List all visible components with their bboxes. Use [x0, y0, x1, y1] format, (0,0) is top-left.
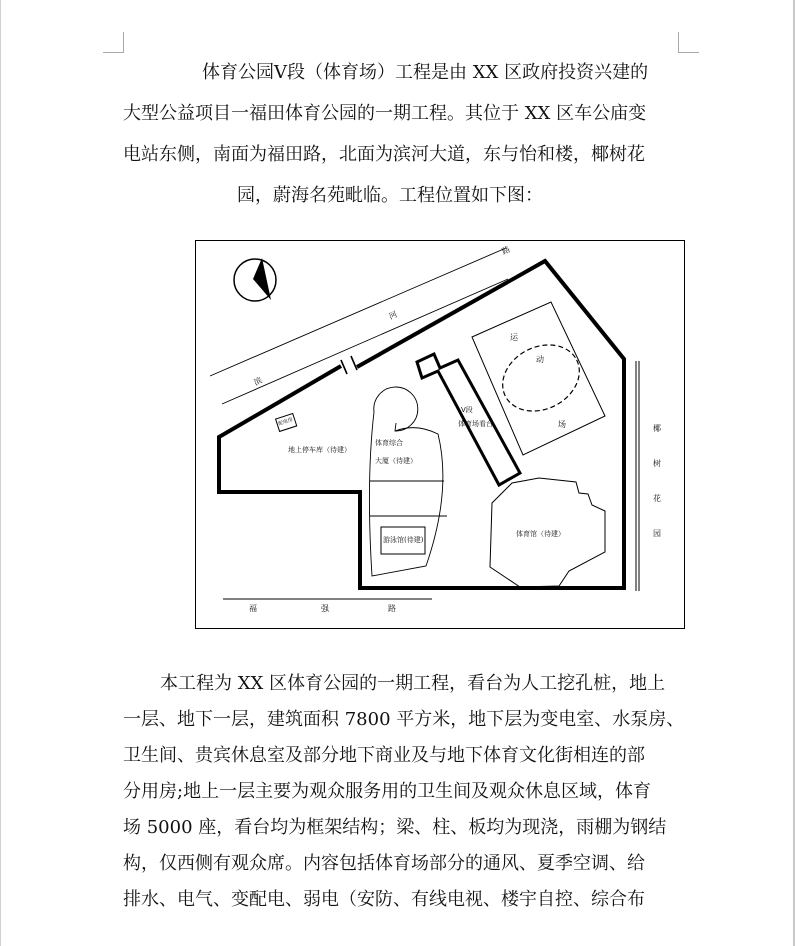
description-line: 卫生间、贵宾休息室及部分地下商业及与地下体育文化街相连的部 — [123, 745, 645, 766]
stadium-label: 运 — [510, 333, 518, 342]
tower-label: 体育综合 — [375, 439, 403, 447]
intro-line: 电站东侧，南面为福田路，北面为滨河大道，东与怡和楼，椰树花 — [123, 144, 645, 165]
gymnasium-label: 体育馆（待建） — [516, 530, 565, 538]
stadium-label: 场 — [558, 420, 566, 429]
north-arrow-icon — [234, 258, 276, 301]
intro-line: 园，蔚海名苑毗临。工程位置如下图： — [237, 185, 543, 206]
tower-complex — [369, 387, 447, 576]
intro-line: 体育公园Ⅴ段（体育场）工程是由 XX 区政府投资兴建的 — [202, 62, 649, 83]
east-road-label: 花 — [653, 494, 661, 503]
description-line: 一层、地下一层，建筑面积 7800 平方米，地下层为变电室、水泵房、 — [123, 709, 685, 730]
tower-label: 大厦（待建） — [375, 457, 417, 465]
stadium-label: 动 — [536, 355, 544, 364]
north-road-label: 河 — [387, 309, 399, 322]
gate-house-label: 配电房 — [277, 416, 294, 428]
east-road-lines — [636, 361, 639, 591]
grandstand-label: 体育场看台 — [458, 420, 493, 428]
site-location-map — [195, 240, 685, 629]
margin-corner-top-left — [103, 32, 124, 53]
site-plan-drawing — [196, 241, 684, 628]
south-road-label: 强 — [321, 604, 329, 613]
pool-label: 游泳馆(待建) — [383, 536, 424, 544]
stadium — [472, 302, 605, 455]
east-road-label: 椰 — [653, 424, 661, 433]
east-road-label: 园 — [653, 529, 661, 538]
page-edge-left — [0, 0, 1, 946]
grandstand-label: Ⅴ段 — [461, 406, 473, 414]
east-road-label: 树 — [653, 459, 661, 468]
description-line: 分用房;地上一层主要为观众服务用的卫生间及观众休息区域，体育 — [123, 781, 652, 802]
north-road-label: 路 — [500, 244, 512, 257]
margin-corner-top-right — [678, 32, 699, 53]
description-line: 本工程为 XX 区体育公园的一期工程，看台为人工挖孔桩，地上 — [160, 673, 666, 694]
south-road-label: 福 — [249, 604, 257, 613]
north-road-label: 滨 — [252, 375, 264, 388]
intro-line: 大型公益项目一福田体育公园的一期工程。其位于 XX 区车公庙变 — [123, 103, 647, 124]
site-gate — [341, 356, 357, 374]
description-line: 场 5000 座，看台均为框架结构；梁、柱、板均为现浇，雨棚为钢结 — [123, 817, 667, 838]
description-line: 构，仅西侧有观众席。内容包括体育场部分的通风、夏季空调、给 — [123, 853, 645, 874]
south-road-label: 路 — [388, 604, 396, 613]
description-line: 排水、电气、变配电、弱电（安防、有线电视、楼宇自控、综合布 — [123, 889, 645, 910]
parking-label: 地上停车库（待建） — [288, 446, 351, 454]
